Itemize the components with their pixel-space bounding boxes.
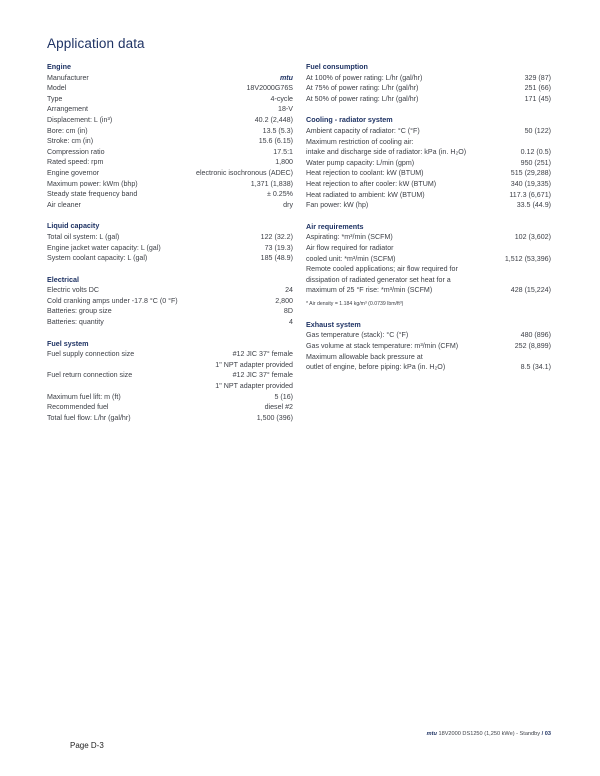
spec-label: Heat rejection to after cooler: kW (BTUM) xyxy=(306,179,437,188)
spec-label: Compression ratio xyxy=(47,147,105,156)
spec-value: 1,371 (1,838) xyxy=(250,179,293,188)
spec-label: Displacement: L (in³) xyxy=(47,115,113,124)
spec-value: 185 (48.9) xyxy=(260,254,293,263)
spec-value: 2,800 xyxy=(275,296,293,305)
spec-row xyxy=(306,352,551,373)
spec-value: 251 (66) xyxy=(524,84,551,93)
spec-row xyxy=(306,190,551,201)
spec-label: Heat rejection to coolant: kW (BTUM) xyxy=(306,169,424,178)
spec-value: 15.6 (6.15) xyxy=(258,137,293,146)
spec-value: mtu xyxy=(279,73,293,82)
spec-row xyxy=(47,253,293,264)
footnote: * Air density = 1.184 kg/m³ (0.0739 lbm/ft³) xyxy=(306,300,404,307)
spec-row xyxy=(47,392,293,403)
spec-row xyxy=(47,370,293,391)
spec-label: Fuel supply connection size xyxy=(47,350,135,359)
spec-label: Maximum power: kWm (bhp) xyxy=(47,179,138,188)
spec-value: 8D xyxy=(283,307,293,316)
spec-row xyxy=(306,158,551,169)
spec-value: #12 JIC 37° female 1" NPT adapter provided xyxy=(215,371,293,391)
section-heading: Liquid capacity xyxy=(47,221,100,231)
spec-value: 171 (45) xyxy=(524,94,551,103)
spec-label: Heat radiated to ambient: kW (BTUM) xyxy=(306,190,425,199)
spec-label: Arrangement xyxy=(47,105,89,114)
spec-section xyxy=(47,221,293,263)
spec-label: Type xyxy=(47,94,63,103)
spec-row xyxy=(306,243,551,264)
spec-label: Model xyxy=(47,84,67,93)
spec-value: 24 xyxy=(285,286,293,295)
spec-row xyxy=(47,317,293,328)
spec-label: Manufacturer xyxy=(47,73,89,82)
spec-value: 13.5 (5.3) xyxy=(262,126,293,135)
spec-row xyxy=(47,243,293,254)
spec-row xyxy=(47,104,293,115)
spec-value: 102 (3,602) xyxy=(514,233,551,242)
spec-row xyxy=(306,232,551,243)
section-heading: Fuel system xyxy=(47,338,89,348)
footer-page-label: Page D-3 xyxy=(70,741,104,750)
spec-row xyxy=(47,94,293,105)
spec-value: electronic isochronous (ADEC) xyxy=(196,168,293,177)
spec-label: Total oil system: L (gal) xyxy=(47,232,120,241)
spec-value: 18-V xyxy=(278,105,293,114)
spec-label: Batteries: quantity xyxy=(47,318,104,327)
spec-row xyxy=(47,73,293,84)
spec-label: Gas temperature (stack): °C (°F) xyxy=(306,331,409,340)
spec-label: Fan power: kW (hp) xyxy=(306,201,369,210)
spec-label: At 100% of power rating: L/hr (gal/hr) xyxy=(306,73,423,82)
spec-row xyxy=(47,147,293,158)
spec-label: Air flow required for radiator cooled unit: *m³/min (SCFM) xyxy=(306,243,396,263)
spec-section xyxy=(47,62,293,210)
spec-label: Engine governor xyxy=(47,168,100,177)
spec-value: #12 JIC 37° female 1" NPT adapter provided xyxy=(215,350,293,369)
spec-value: 17.5:1 xyxy=(273,147,293,156)
spec-value: 252 (8,899) xyxy=(514,342,551,351)
spec-label: Batteries: group size xyxy=(47,307,112,316)
section-heading: Engine xyxy=(47,62,71,71)
page-title: Application data xyxy=(47,36,145,51)
spec-row xyxy=(306,137,551,158)
spec-row xyxy=(306,126,551,137)
spec-row xyxy=(47,179,293,190)
spec-value: 8.5 (34.1) xyxy=(520,363,551,372)
spec-row xyxy=(47,136,293,147)
spec-label: Ambient capacity of radiator: °C (°F) xyxy=(306,126,420,135)
section-heading: Air requirements xyxy=(306,221,364,231)
spec-value: 428 (15,224) xyxy=(510,286,551,295)
spec-row xyxy=(47,115,293,126)
spec-row xyxy=(47,157,293,168)
spec-value: 480 (896) xyxy=(520,331,551,340)
spec-label: Steady state frequency band xyxy=(47,190,138,199)
spec-value: 73 (19.3) xyxy=(264,243,293,252)
spec-label: Gas volume at stack temperature: m³/min (CFM) xyxy=(306,342,459,351)
spec-section xyxy=(306,62,551,104)
spec-label: Maximum allowable back pressure at outlet of engine, before piping: kPa (in. H₂O) xyxy=(306,352,446,372)
spec-row xyxy=(306,264,551,296)
spec-row xyxy=(47,200,293,211)
spec-value: 40.2 (2,448) xyxy=(254,115,293,124)
spec-value: 4-cycle xyxy=(270,94,293,103)
spec-row xyxy=(47,189,293,200)
spec-row xyxy=(47,126,293,137)
spec-row xyxy=(47,168,293,179)
left-column xyxy=(47,62,293,434)
spec-label: Aspirating: *m³/min (SCFM) xyxy=(306,233,393,242)
spec-row xyxy=(306,83,551,94)
spec-value: 122 (32.2) xyxy=(260,232,293,241)
spec-section xyxy=(47,339,293,424)
spec-label: Maximum fuel lift: m (ft) xyxy=(47,392,121,401)
spec-row xyxy=(306,179,551,190)
spec-label: Water pump capacity: L/min (gpm) xyxy=(306,158,415,167)
spec-value: 33.5 (44.9) xyxy=(516,201,551,210)
right-column xyxy=(306,62,551,384)
footer-brand: mtu xyxy=(426,731,437,737)
spec-row xyxy=(306,341,551,352)
footer-separator: / xyxy=(541,731,544,737)
footer-document-id xyxy=(427,731,551,737)
spec-value: 5 (16) xyxy=(274,392,293,401)
spec-label: Cold cranking amps under -17.8 °C (0 °F) xyxy=(47,296,178,305)
spec-section xyxy=(306,115,551,210)
spec-value: 50 (122) xyxy=(524,126,551,135)
spec-row xyxy=(306,330,551,341)
section-heading: Exhaust system xyxy=(306,319,361,329)
spec-label: Total fuel flow: L/hr (gal/hr) xyxy=(47,413,131,422)
spec-value: 1,500 (396) xyxy=(256,413,293,422)
spec-label: Engine jacket water capacity: L (gal) xyxy=(47,243,161,252)
spec-row xyxy=(47,232,293,243)
section-heading: Electrical xyxy=(47,274,79,284)
spec-section xyxy=(47,275,293,328)
spec-section xyxy=(306,320,551,373)
spec-label: Remote cooled applications; air flow required for dissipation of radiated generator set heat for a maximum of 25 °F rise: *m³/min (SCFM) xyxy=(306,265,458,295)
spec-value: 340 (19,335) xyxy=(510,179,551,188)
spec-value: dry xyxy=(283,200,293,209)
spec-row xyxy=(47,306,293,317)
spec-value: diesel #2 xyxy=(264,403,293,412)
spec-label: Rated speed: rpm xyxy=(47,158,104,167)
section-heading: Fuel consumption xyxy=(306,62,368,71)
spec-label: At 75% of power rating: L/hr (gal/hr) xyxy=(306,84,419,93)
spec-label: System coolant capacity: L (gal) xyxy=(47,254,148,263)
spec-row xyxy=(47,296,293,307)
spec-value: 4 xyxy=(289,318,293,327)
section-heading: Cooling - radiator system xyxy=(306,115,393,125)
spec-row xyxy=(47,413,293,424)
spec-row xyxy=(306,73,551,84)
spec-row xyxy=(47,285,293,296)
spec-value: 329 (87) xyxy=(524,73,551,82)
spec-row xyxy=(47,402,293,413)
spec-label: Stroke: cm (in) xyxy=(47,137,94,146)
spec-value: 18V2000G76S xyxy=(246,84,293,93)
spec-value: 117.3 (6,671) xyxy=(509,190,551,199)
spec-row xyxy=(306,168,551,179)
spec-value: ± 0.25% xyxy=(267,190,293,199)
spec-label: Recommended fuel xyxy=(47,403,109,412)
footer-product: 18V2000 DS1250 (1,250 kWe) - Standby xyxy=(438,731,541,737)
spec-label: Maximum restriction of cooling air: intake and discharge side of radiator: kPa (in. H₂O) xyxy=(306,137,467,157)
spec-row xyxy=(306,94,551,105)
spec-value: 1,512 (53,396) xyxy=(504,254,551,263)
spec-label: Fuel return connection size xyxy=(47,371,133,380)
spec-value: 515 (29,288) xyxy=(510,169,551,178)
footer-page-number: 03 xyxy=(544,731,551,737)
spec-label: Electric volts DC xyxy=(47,286,100,295)
spec-value: 950 (251) xyxy=(520,158,551,167)
spec-label: At 50% of power rating: L/hr (gal/hr) xyxy=(306,94,419,103)
spec-row xyxy=(47,349,293,370)
spec-section xyxy=(306,222,551,309)
spec-label: Bore: cm (in) xyxy=(47,126,88,135)
spec-value: 1,800 xyxy=(275,158,293,167)
spec-value: 0.12 (0.5) xyxy=(520,148,551,157)
spec-row xyxy=(47,83,293,94)
spec-row xyxy=(306,200,551,211)
spec-label: Air cleaner xyxy=(47,200,81,209)
